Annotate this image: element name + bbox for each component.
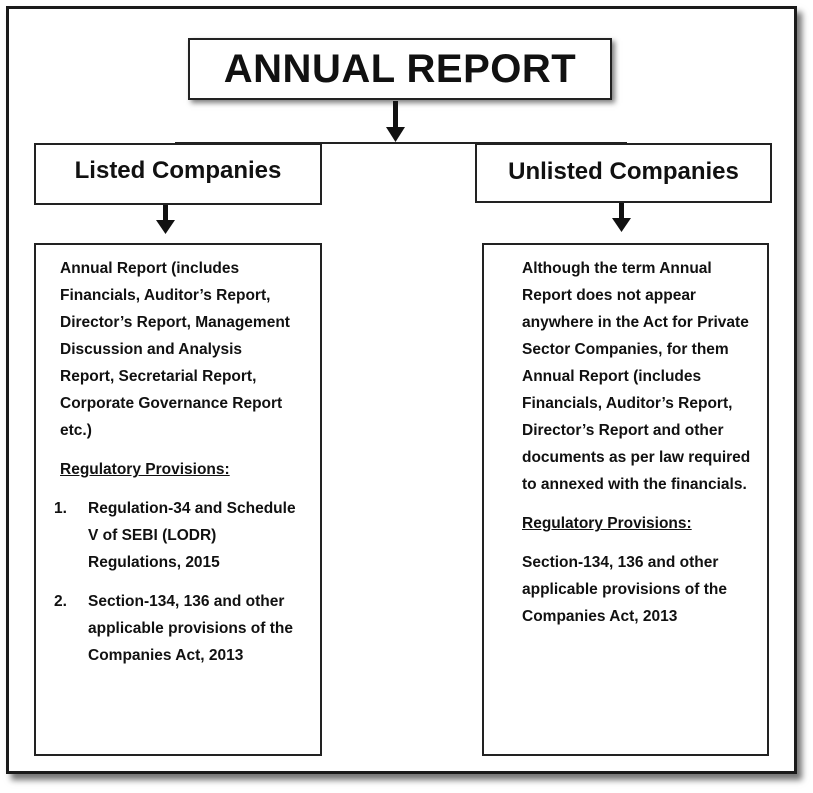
listed-companies-box <box>34 143 322 205</box>
listed-description: Annual Report (includes Financials, Auditor’s Report, Director’s Report, Management Discussion and Analysis Report, Secretarial Report, Corporate Governance Report etc.) <box>60 260 290 439</box>
provision-item <box>54 495 308 576</box>
unlisted-provisions-heading: Regulatory Provisions: <box>522 515 692 532</box>
listed-provisions-heading: Regulatory Provisions: <box>60 461 230 478</box>
unlisted-companies-heading: Unlisted Companies <box>508 158 739 185</box>
diagram-title: ANNUAL REPORT <box>223 47 577 91</box>
title-down-arrow <box>386 101 405 142</box>
unlisted-companies-box <box>475 143 772 203</box>
provision-number: 2. <box>54 593 67 610</box>
unlisted-details-box <box>482 243 769 756</box>
provision-text: Regulation-34 and Schedule V of SEBI (LODR) Regulations, 2015 <box>88 500 296 571</box>
provision-item <box>54 588 308 669</box>
listed-companies-heading: Listed Companies <box>74 157 282 184</box>
listed-details-box <box>34 243 322 756</box>
unlisted-down-arrow <box>612 203 631 232</box>
unlisted-description: Although the term Annual Report does not appear anywhere in the Act for Private Sector Companies, for them Annual Report (includes Financials, Auditor’s Report, Director’s Report and other documents as per law required to annexed with the financials. <box>522 260 751 493</box>
provision-text: Section-134, 136 and other applicable provisions of the Companies Act, 2013 <box>88 593 293 664</box>
provision-number: 1. <box>54 500 67 517</box>
unlisted-provisions-text: Section-134, 136 and other applicable provisions of the Companies Act, 2013 <box>522 554 727 625</box>
listed-down-arrow <box>156 205 175 234</box>
